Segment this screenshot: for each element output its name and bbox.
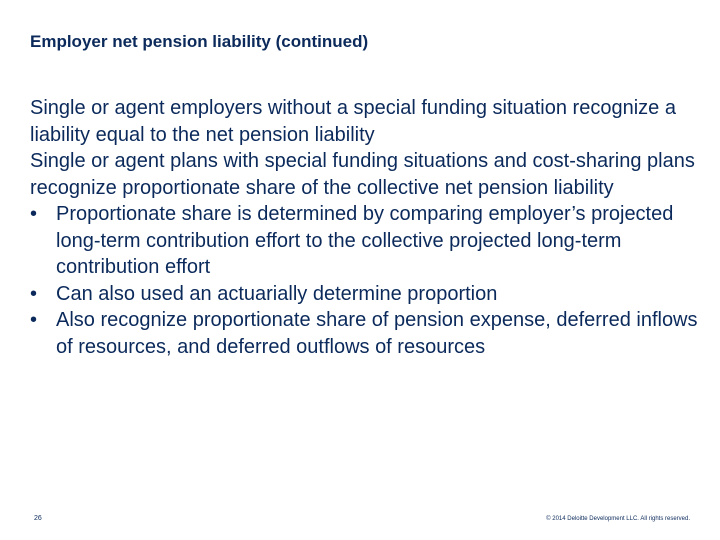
- bullet-text: Proportionate share is determined by comparing employer’s projected long-term contribution effort to the collective projected long-term contribution effort: [56, 203, 674, 278]
- bullet-text: Can also used an actuarially determine proportion: [56, 282, 498, 305]
- bullet-dot-icon: •: [30, 282, 38, 305]
- body-paragraph-2: Single or agent plans with special funding situations and cost-sharing plans recognize proportionate share of the collective net pension liability: [30, 150, 695, 199]
- bullet-item-pension-expense: [30, 307, 710, 360]
- body-paragraph-1: Single or agent employers without a special funding situation recognize a liability equal to the net pension liability: [30, 97, 676, 146]
- bullet-list: [30, 201, 710, 360]
- bullet-dot-icon: •: [30, 309, 38, 331]
- bullet-item-proportionate-share: [30, 201, 710, 281]
- copyright-notice: © 2014 Deloitte Development LLC. All rights reserved.: [546, 516, 690, 522]
- slide-title: Employer net pension liability (continued): [30, 32, 369, 51]
- page-number: 26: [34, 515, 42, 522]
- slide-body: [30, 95, 710, 360]
- bullet-text: Also recognize proportionate share of pension expense, deferred inflows of resources, and deferred outflows of resources: [56, 309, 698, 358]
- bullet-dot-icon: •: [30, 203, 38, 225]
- bullet-item-actuarial: [30, 281, 710, 308]
